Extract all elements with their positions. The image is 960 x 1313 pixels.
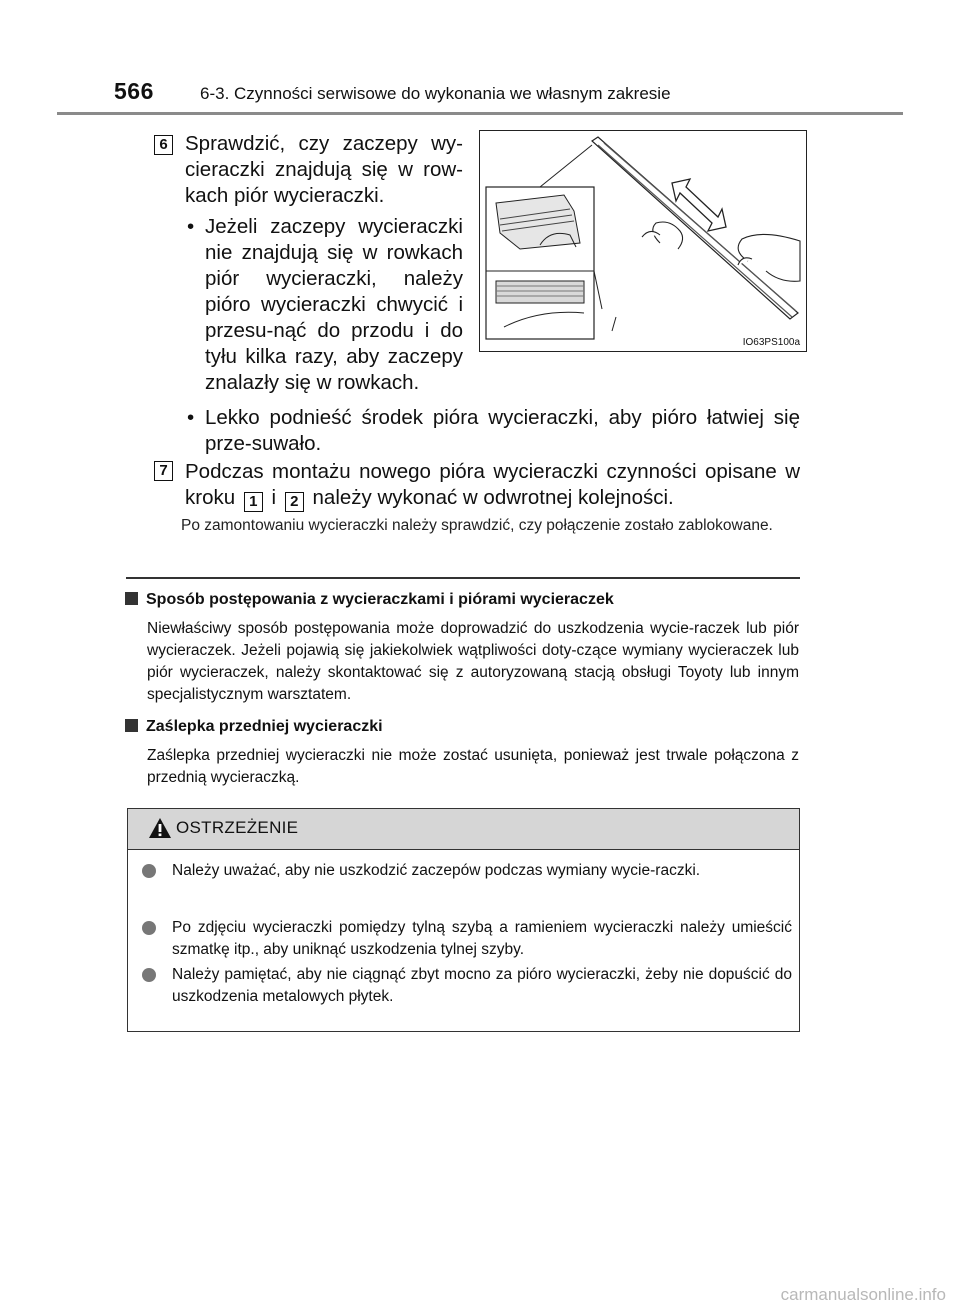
section-1-title: Sposób postępowania z wycieraczkami i piórami wycieraczek [146, 591, 614, 608]
warning-title: OSTRZEŻENIE [176, 818, 299, 837]
header-divider [57, 112, 903, 115]
warning-item [142, 917, 792, 961]
wiper-illustration [479, 130, 807, 352]
section-2-heading [125, 718, 383, 736]
illustration-code: IO63PS100a [742, 337, 800, 348]
warning-item [142, 860, 792, 882]
step-7-text-and: i [271, 486, 277, 509]
step-7-badge: 7 [154, 461, 173, 481]
step-7-note: Po zamontowaniu wycieraczki należy sprawdzić, czy połączenie zostało zablokowane. [181, 517, 773, 534]
wiper-blade-drawing [480, 131, 805, 350]
section-title: 6-3. Czynności serwisowe do wykonania we własnym zakresie [200, 84, 671, 103]
step-7-text-after: należy wykonać w odwrotnej kolejności. [312, 486, 674, 509]
step-6-text: Sprawdzić, czy zaczepy wy-cieraczki znajdują się w row-kach piór wycieraczki. [185, 132, 463, 207]
step-6-bullet-2: • Lekko podnieść środek pióra wycieraczki, aby pióro łatwiej się prze-suwało. [185, 405, 800, 457]
step-6-badge: 6 [154, 135, 173, 155]
step-7-text-before: Podczas montażu nowego pióra wycieraczki czynności opisane w kroku [185, 460, 800, 509]
warning-item-text: Po zdjęciu wycieraczki pomiędzy tylną szybą a ramieniem wycieraczki należy umieścić szmatkę itp., aby uniknąć uszkodzenia tylnej szyby. [172, 919, 792, 958]
square-bullet-icon [125, 592, 138, 605]
page-number: 566 [114, 78, 154, 104]
square-bullet-icon [125, 719, 138, 732]
step-ref-1-badge: 1 [244, 492, 263, 512]
warning-item-text: Należy pamiętać, aby nie ciągnąć zbyt mocno za pióro wycieraczki, żeby nie dopuścić do uszkodzenia metalowych płytek. [172, 966, 792, 1005]
circle-bullet-icon [142, 921, 156, 935]
warning-item-text: Należy uważać, aby nie uszkodzić zaczepów podczas wymiany wycie-raczki. [172, 862, 701, 879]
warning-box [127, 808, 800, 1032]
step-6-bullet-1: • Jeżeli zaczepy wycieraczki nie znajdują się w rowkach piór wycieraczki, należy pióro wycieraczki chwycić i przesu-nąć do przodu i do tyłu kilka razy, aby zaczepy znalazły się w rowkach. [185, 214, 463, 396]
warning-header [128, 809, 799, 850]
watermark: carmanualsonline.info [780, 1285, 946, 1304]
step-7-text [185, 459, 800, 512]
section-2-body: Zaślepka przedniej wycieraczki nie może zostać usunięta, ponieważ jest trwale połączona z przednią wycieraczką. [147, 747, 799, 786]
warning-item [142, 964, 792, 1008]
warning-triangle-icon [148, 817, 172, 839]
circle-bullet-icon [142, 864, 156, 878]
section-2-title: Zaślepka przedniej wycieraczki [146, 718, 383, 735]
section-divider [126, 577, 800, 579]
section-1-heading [125, 591, 614, 609]
step-ref-2-badge: 2 [285, 492, 304, 512]
section-1-body: Niewłaściwy sposób postępowania może doprowadzić do uszkodzenia wycie-raczek lub piór wycieraczek. Jeżeli pojawią się jakiekolwiek wątpliwości doty-czące wymiany wycieraczek lub piór wycieraczek, należy skontaktować się z autoryzowaną stacją obsługi Toyoty lub innym specjalistycznym warsztatem. [147, 620, 799, 703]
circle-bullet-icon [142, 968, 156, 982]
